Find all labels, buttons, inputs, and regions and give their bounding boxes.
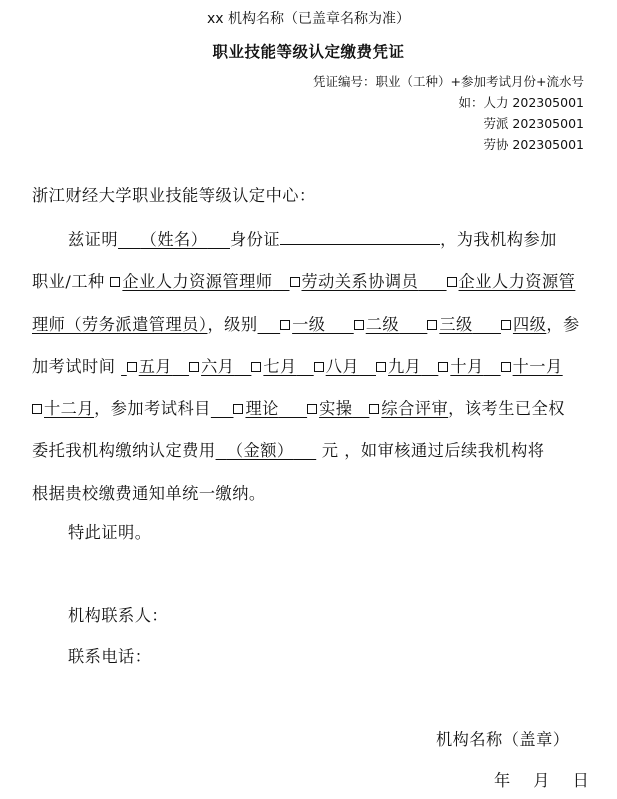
level-options [258,315,547,334]
amount-suffix: 元 ，如审核通过后续我机构将 [321,441,545,460]
subject-practice-checkbox[interactable] [307,404,317,414]
occupation-dispatch-label-a: 企业人力资源管 [458,272,576,291]
subject-label: ，参加考试科目 [94,399,211,418]
occupation-options [110,272,575,291]
occupation-hr-label: 企业人力资源管理师 [122,272,273,291]
subject-theory-label: 理论 [245,399,279,418]
date-month: 月 [533,771,550,790]
month-sep-checkbox[interactable] [376,362,386,372]
subject-practice-label: 实操 [319,399,353,418]
month-options-row1 [121,357,563,376]
date-year: 年 [494,771,511,790]
month-aug-label: 八月 [325,357,360,376]
org-seal-label: 机构名称（盖章） [436,730,570,749]
level-1-label: 一级 [292,315,326,334]
subject-theory-checkbox[interactable] [233,404,243,414]
amount-placeholder: （金额） [226,441,294,460]
month-oct-label: 十月 [450,357,484,376]
month-may-checkbox[interactable] [127,362,137,372]
contact-phone-label: 联系电话： [68,647,152,666]
amount-line [32,437,544,461]
name-field [118,230,230,249]
level-4-checkbox[interactable] [501,320,511,330]
addressee: 浙江财经大学职业技能等级认定中心： [32,186,316,205]
date-line [494,767,589,791]
doc-title: 职业技能等级认定缴费凭证 [212,42,405,61]
month-oct-checkbox[interactable] [438,362,448,372]
amount-field [216,441,317,460]
month-nov-label: 十一月 [512,357,563,376]
amount-prefix: 委托我机构缴纳认定费用 [32,441,216,460]
number-note-line2: 如：人力 202305001 [458,95,584,110]
level-3-checkbox[interactable] [427,320,437,330]
org-title: xx 机构名称（已盖章名称为准） [206,11,411,27]
certify-prefix: 兹证明 [68,230,119,249]
name-placeholder: （姓名） [140,230,208,249]
level-1-checkbox[interactable] [280,320,290,330]
month-jun-label: 六月 [201,357,235,376]
occupation-dispatch-label-b: 理师（劳务派遣管理员） [32,315,208,334]
level-2-checkbox[interactable] [354,320,364,330]
month-jun-checkbox[interactable] [189,362,199,372]
occupation-line [32,268,575,292]
number-note-line3: 劳派 202305001 [483,116,584,131]
month-dec-checkbox[interactable] [32,404,42,414]
month-label: 加考试时间 [32,357,116,376]
number-note-line1: 凭证编号：职业（工种）+参加考试月份+流水号 [313,74,584,89]
certify-closing: 特此证明。 [68,523,152,542]
month-jul-checkbox[interactable] [251,362,261,372]
subject-options [211,399,448,418]
contact-person-label: 机构联系人： [68,606,169,625]
month-jul-label: 七月 [263,357,297,376]
subject-suffix: ，该考生已全权 [448,399,565,418]
occupation-hr-checkbox[interactable] [110,277,120,287]
month-line [32,353,563,377]
month-sep-label: 九月 [388,357,422,376]
level-4-label: 四级 [512,315,547,334]
subject-review-label: 综合评审 [381,399,449,418]
month-may-label: 五月 [138,357,173,376]
month-options-row2 [32,399,94,418]
subject-line [32,395,565,419]
occupation-labor-label: 劳动关系协调员 [301,272,419,291]
id-number-field [280,227,440,245]
certify-line [68,226,557,250]
date-day: 日 [572,771,590,790]
payment-note: 根据贵校缴费通知单统一缴纳。 [32,484,266,503]
occupation-dispatch-checkbox[interactable] [447,277,457,287]
subject-review-checkbox[interactable] [369,404,379,414]
level-line [32,311,580,335]
month-dec-label: 十二月 [44,399,95,418]
number-note-line4: 劳协 202305001 [483,137,584,152]
level-3-label: 三级 [439,315,473,334]
occupation-labor-checkbox[interactable] [290,277,300,287]
occupation-label: 职业/工种 [32,272,105,291]
id-label: 身份证 [230,230,281,249]
level-2-label: 二级 [365,315,400,334]
month-nov-checkbox[interactable] [501,362,511,372]
level-label: ，级别 [207,315,258,334]
level-tail: ，参 [546,315,580,334]
certify-suffix: ，为我机构参加 [440,230,557,249]
month-aug-checkbox[interactable] [314,362,324,372]
